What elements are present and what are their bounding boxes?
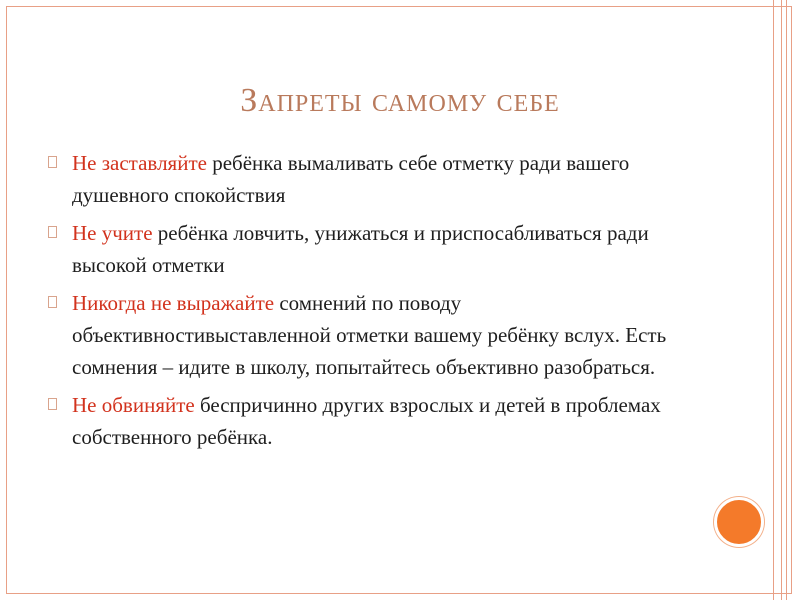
bullet-accent-text: Не обвиняйте [72,393,195,417]
bullet-accent-text: Не учите [72,221,153,245]
bullet-item [48,287,708,383]
bullet-square-icon [48,226,57,238]
bullet-list [48,147,708,459]
bullet-item [48,217,708,281]
bullet-accent-text: Никогда не выражайте [72,291,275,315]
bullet-text: сомнений по поводу объективностивыставленной отметки вашему ребёнку вслух. Есть сомнения – идите в школу, попытайтесь объективно разобраться. [72,291,667,379]
bullet-text: ребёнка вымаливать себе отметку ради вашего душевного спокойствия [72,151,630,207]
bullet-item [48,389,708,453]
slide-title: Запреты самому себе [240,82,560,119]
bullet-square-icon [48,398,57,410]
bullet-square-icon [48,296,57,308]
bullet-text: ребёнка ловчить, унижаться и приспосабливаться ради высокой отметки [72,221,649,277]
bullet-square-icon [48,156,57,168]
orange-circle-decoration [714,497,764,547]
bullet-accent-text: Не заставляйте [72,151,207,175]
bullet-item [48,147,708,211]
bullet-text: беспричинно других взрослых и детей в проблемах собственного ребёнка. [72,393,661,449]
